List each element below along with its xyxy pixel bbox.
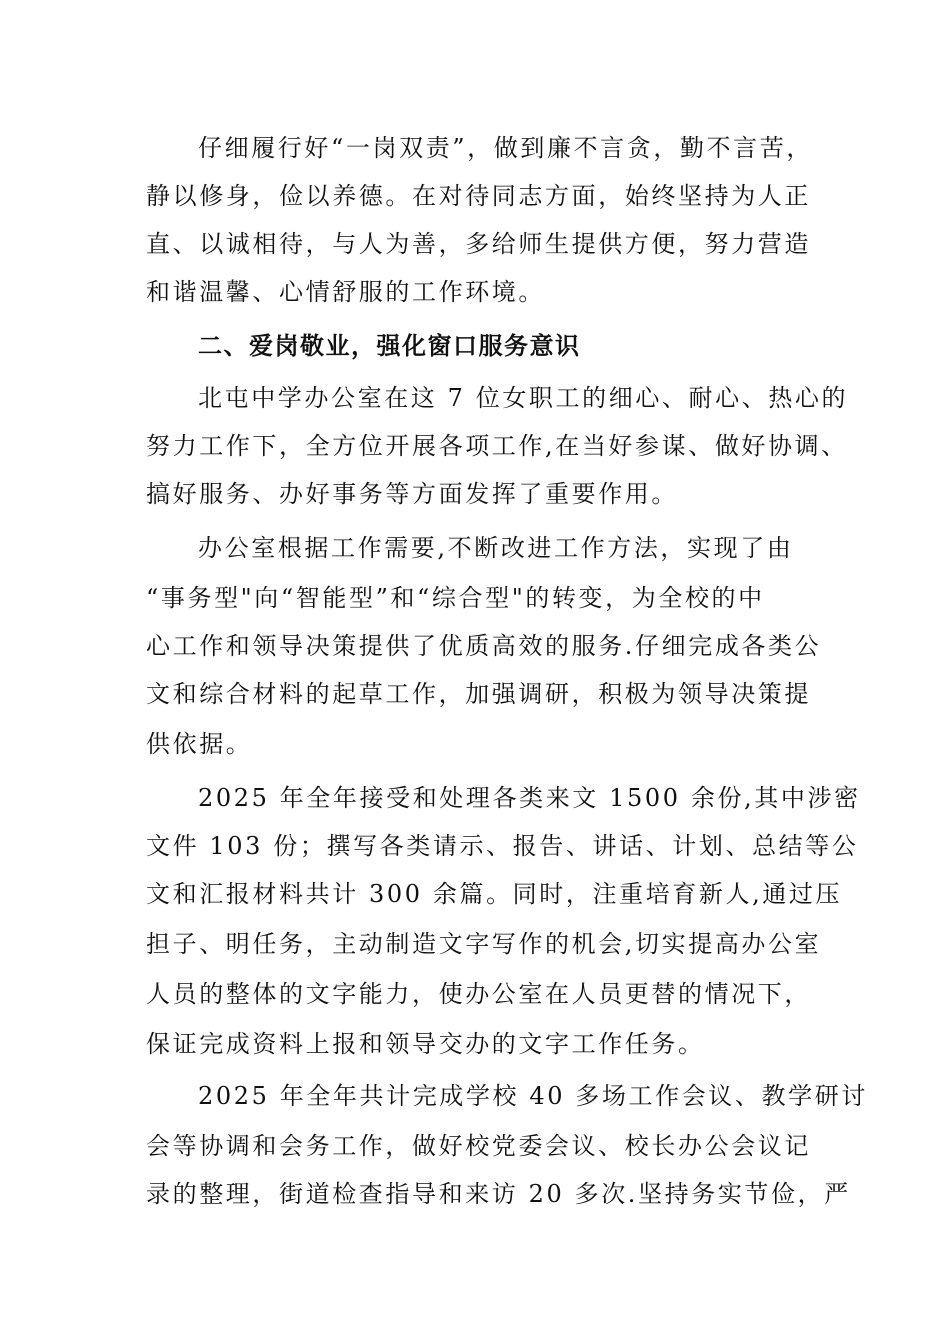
paragraph-line: 人员的整体的文字能力，使办公室在人员更替的情况下， <box>146 980 811 1008</box>
section-heading: 二、爱岗敬业，强化窗口服务意识 <box>198 332 581 360</box>
paragraph-line: 2025 年全年接受和处理各类来文 1500 余份,其中涉密 <box>198 784 861 812</box>
paragraph-line: 录的整理，街道检查指导和来访 20 多次.坚持务实节俭，严 <box>146 1180 851 1208</box>
paragraph-line: 文和综合材料的起草工作，加强调研，积极为领导决策提 <box>146 680 811 708</box>
paragraph-line: 直、以诚相待，与人为善，多给师生提供方便，努力营造 <box>146 230 811 258</box>
paragraph-line: 搞好服务、办好事务等方面发挥了重要作用。 <box>146 480 678 508</box>
paragraph-line: 努力工作下，全方位开展各项工作,在当好参谋、做好协调、 <box>146 432 848 460</box>
paragraph-line: 静以修身，俭以养德。在对待同志方面，始终坚持为人正 <box>146 182 811 210</box>
paragraph-line: 会等协调和会务工作，做好校党委会议、校长办公会议记 <box>146 1132 811 1160</box>
paragraph-line: 仔细履行好“一岗双责”，做到廉不言贪，勤不言苦， <box>198 134 813 162</box>
paragraph-line: 办公室根据工作需要,不断改进工作方法，实现了由 <box>198 534 794 562</box>
paragraph-line: “事务型"向“智能型”和“综合型"的转变，为全校的中 <box>146 584 765 612</box>
paragraph-line: 文件 103 份；撰写各类请示、报告、讲话、计划、总结等公 <box>146 832 859 860</box>
paragraph-line: 文和汇报材料共计 300 余篇。同时，注重培育新人,通过压 <box>146 880 843 908</box>
paragraph-line: 北屯中学办公室在这 7 位女职工的细心、耐心、热心的 <box>198 384 849 412</box>
paragraph-line: 和谐温馨、心情舒服的工作环境。 <box>146 278 545 306</box>
paragraph-line: 担子、明任务，主动制造文字写作的机会,切实提高办公室 <box>146 930 822 958</box>
paragraph-line: 2025 年全年共计完成学校 40 多场工作会议、教学研讨 <box>198 1082 868 1110</box>
paragraph-line: 供依据。 <box>146 730 253 758</box>
paragraph-line: 心工作和领导决策提供了优质高效的服务.仔细完成各类公 <box>146 632 822 660</box>
paragraph-line: 保证完成资料上报和领导交办的文字工作任务。 <box>146 1030 705 1058</box>
